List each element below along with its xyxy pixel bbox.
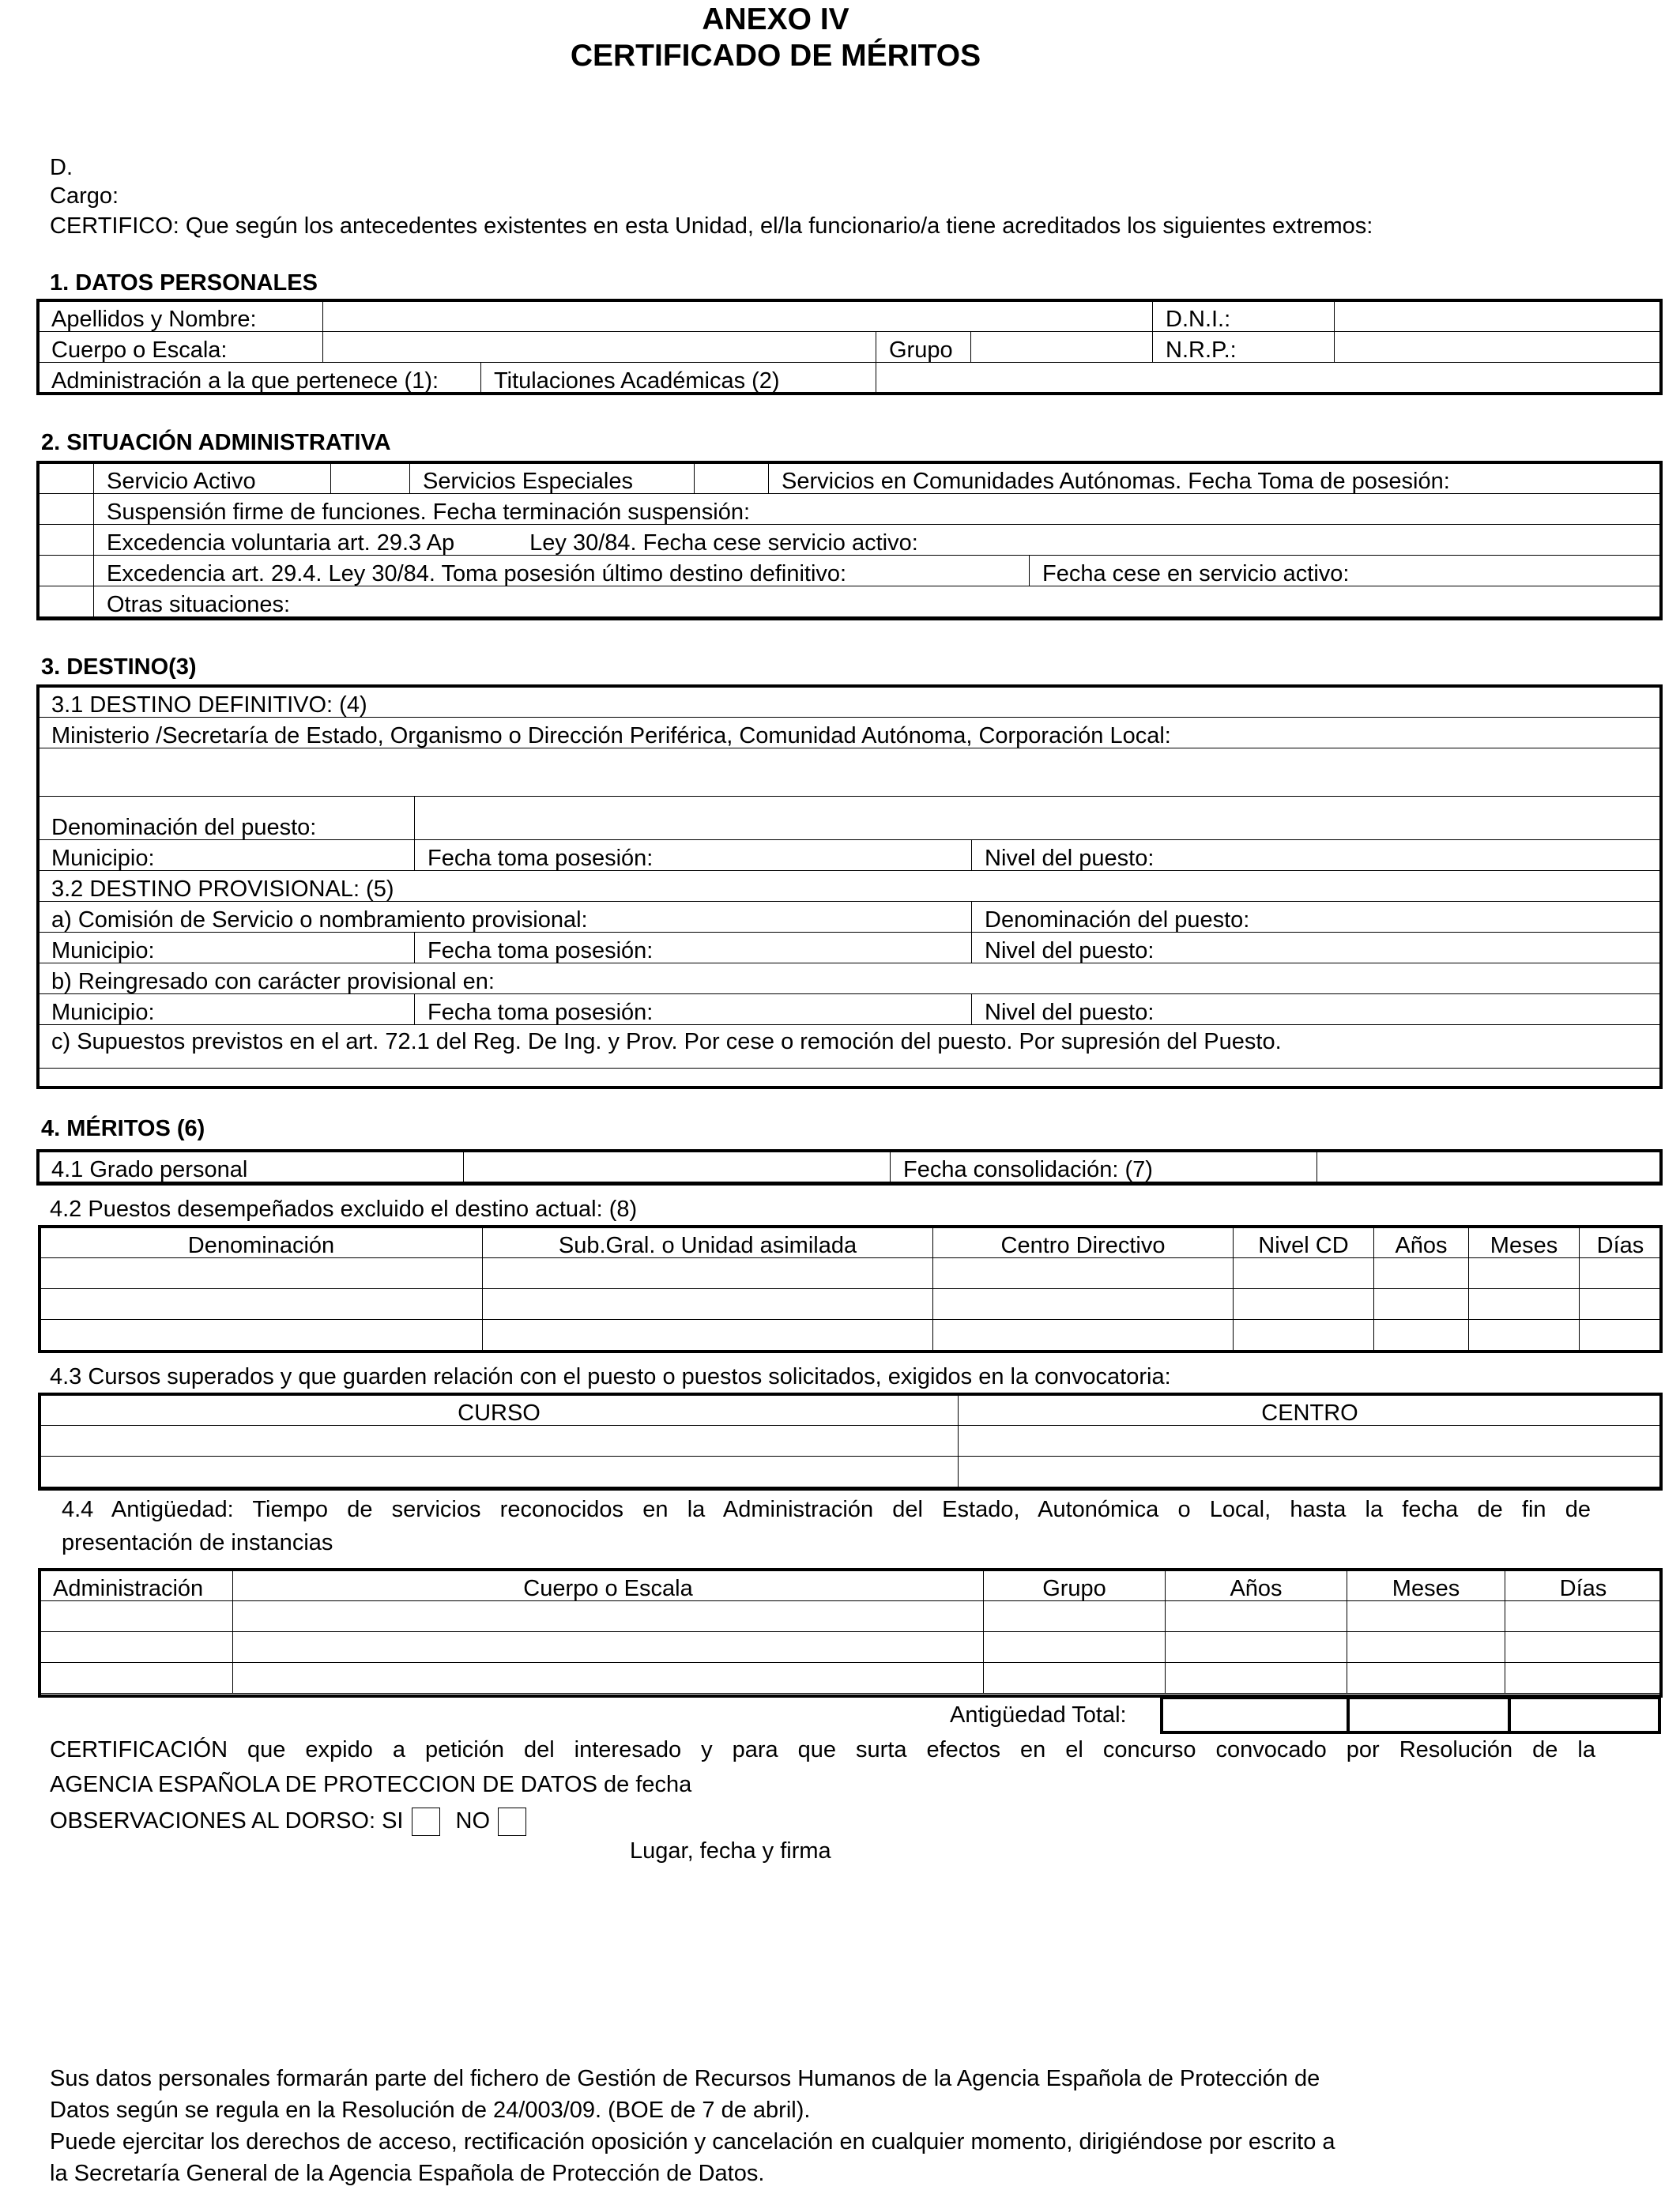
- puestos-cell[interactable]: [1469, 1258, 1580, 1289]
- municipio-label-3: Municipio:: [39, 994, 415, 1025]
- administracion-label: Administración a la que pertenece (1):: [39, 363, 481, 394]
- dni-label: D.N.I.:: [1153, 301, 1335, 332]
- observaciones-row: [50, 1805, 533, 1837]
- denominacion-label-2: Denominación del puesto:: [972, 902, 1662, 933]
- antiguedad-total-label: Antigüedad Total:: [950, 1702, 1127, 1728]
- certifico-text: CERTIFICO: Que según los antecedentes existentes en esta Unidad, el/la funcionario/a tiene acreditados los siguientes extremos:: [50, 213, 1373, 239]
- reingresado-label: b) Reingresado con carácter provisional en:: [39, 963, 1662, 994]
- antiguedad-cell[interactable]: [1166, 1632, 1347, 1663]
- puestos-cell[interactable]: [1469, 1289, 1580, 1320]
- puestos-cell[interactable]: [933, 1289, 1234, 1320]
- antiguedad-table: [40, 1570, 1662, 1694]
- comision-label: a) Comisión de Servicio o nombramiento provisional:: [39, 902, 972, 933]
- municipio-label-2: Municipio:: [39, 933, 415, 963]
- puestos-table: [40, 1227, 1662, 1351]
- ministerio-label: Ministerio /Secretaría de Estado, Organismo o Dirección Periférica, Comunidad Autónoma, Corporación Local:: [39, 718, 1662, 748]
- supuestos-label: c) Supuestos previstos en el art. 72.1 del Reg. De Ing. y Prov. Por cese o remoción del puesto. Por supresión del Puesto.: [39, 1025, 1662, 1069]
- antiguedad-header-meses: Meses: [1347, 1570, 1505, 1601]
- puestos-cell[interactable]: [1234, 1320, 1374, 1351]
- denominacion-label: Denominación del puesto:: [39, 797, 415, 840]
- destino-provisional-label: 3.2 DESTINO PROVISIONAL: (5): [39, 871, 1662, 902]
- antiguedad-cell[interactable]: [233, 1663, 984, 1694]
- puestos-row: [40, 1320, 1662, 1351]
- antiguedad-cell[interactable]: [40, 1632, 233, 1663]
- antiguedad-cell[interactable]: [1166, 1663, 1347, 1694]
- datos-personales-table: [38, 300, 1662, 394]
- puestos-header-meses: Meses: [1469, 1227, 1580, 1258]
- situacion-table: [38, 462, 1662, 617]
- cursos-cell[interactable]: [959, 1457, 1662, 1487]
- antiguedad-row: [40, 1632, 1662, 1663]
- antiguedad-header-anos: Años: [1166, 1570, 1347, 1601]
- titulaciones-field[interactable]: [876, 363, 1662, 394]
- puestos-cell[interactable]: [483, 1258, 933, 1289]
- denominacion-field[interactable]: [415, 797, 1662, 840]
- puestos-cell[interactable]: [1374, 1289, 1469, 1320]
- antiguedad-cell[interactable]: [40, 1601, 233, 1632]
- cursos-header-curso: CURSO: [40, 1395, 959, 1426]
- puestos-cell[interactable]: [1374, 1258, 1469, 1289]
- dni-field[interactable]: [1335, 301, 1662, 332]
- excedencia-voluntaria-label: [94, 525, 1662, 556]
- cargo-label: Cargo:: [50, 183, 119, 209]
- puestos-header-denominacion: Denominación: [40, 1227, 483, 1258]
- section-4-title: 4. MÉRITOS (6): [41, 1116, 205, 1141]
- puestos-row: [40, 1258, 1662, 1289]
- cursos-label: 4.3 Cursos superados y que guarden relación con el puesto o puestos solicitados, exigidos en la convocatoria:: [50, 1364, 1171, 1389]
- antiguedad-cell[interactable]: [984, 1663, 1166, 1694]
- antiguedad-text-1: 4.4 Antigüedad: Tiempo de servicios reconocidos en la Administración del Estado, Autonómica o Local, hasta la fecha de fin de: [62, 1497, 1591, 1522]
- antiguedad-cell[interactable]: [233, 1632, 984, 1663]
- cursos-cell[interactable]: [40, 1426, 959, 1457]
- comunidades-check[interactable]: [695, 463, 769, 494]
- document-title: CERTIFICADO DE MÉRITOS: [570, 39, 981, 73]
- antiguedad-cell[interactable]: [1347, 1632, 1505, 1663]
- excedencia-voluntaria-ley: Ley 30/84. Fecha cese servicio activo:: [529, 530, 918, 556]
- antiguedad-header-administracion: Administración: [40, 1570, 233, 1601]
- privacy-text-1: Sus datos personales formarán parte del fichero de Gestión de Recursos Humanos de la Agencia Española de Protección de: [50, 2066, 1320, 2091]
- antiguedad-cell[interactable]: [1505, 1601, 1662, 1632]
- antiguedad-total-meses[interactable]: [1350, 1699, 1511, 1731]
- cursos-row: [40, 1426, 1662, 1457]
- no-label: NO: [455, 1808, 490, 1834]
- puestos-cell[interactable]: [40, 1320, 483, 1351]
- nivel-label-1: Nivel del puesto:: [972, 840, 1662, 871]
- grupo-field[interactable]: [971, 332, 1153, 363]
- servicios-especiales-label: Servicios Especiales: [410, 463, 695, 494]
- destino-table: [38, 686, 1662, 1069]
- fecha-toma-label-3: Fecha toma posesión:: [415, 994, 972, 1025]
- antiguedad-total-anos[interactable]: [1163, 1699, 1350, 1731]
- suspension-check[interactable]: [39, 494, 94, 525]
- lugar-fecha-firma: Lugar, fecha y firma: [630, 1838, 831, 1864]
- antiguedad-cell[interactable]: [1505, 1663, 1662, 1694]
- antiguedad-cell[interactable]: [1166, 1601, 1347, 1632]
- cuerpo-label: Cuerpo o Escala:: [39, 332, 323, 363]
- fecha-consolidacion-field[interactable]: [1317, 1152, 1662, 1182]
- nivel-label-2: Nivel del puesto:: [972, 933, 1662, 963]
- puestos-cell[interactable]: [933, 1258, 1234, 1289]
- ministerio-field[interactable]: [39, 748, 1662, 797]
- municipio-label-1: Municipio:: [39, 840, 415, 871]
- nrp-label: N.R.P.:: [1153, 332, 1335, 363]
- antiguedad-total-boxes: [1160, 1696, 1661, 1734]
- antiguedad-cell[interactable]: [1347, 1663, 1505, 1694]
- grado-table: [38, 1151, 1662, 1182]
- apellidos-field[interactable]: [323, 301, 1153, 332]
- cuerpo-field[interactable]: [323, 332, 876, 363]
- nivel-label-3: Nivel del puesto:: [972, 994, 1662, 1025]
- puestos-cell[interactable]: [483, 1320, 933, 1351]
- antiguedad-cell[interactable]: [40, 1663, 233, 1694]
- antiguedad-total-dias[interactable]: [1511, 1699, 1658, 1731]
- puestos-header-subgral: Sub.Gral. o Unidad asimilada: [483, 1227, 933, 1258]
- excedencia-294-label: Excedencia art. 29.4. Ley 30/84. Toma posesión último destino definitivo:: [94, 556, 1030, 586]
- puestos-row: [40, 1289, 1662, 1320]
- servicios-especiales-check[interactable]: [331, 463, 410, 494]
- antiguedad-header-cuerpo: Cuerpo o Escala: [233, 1570, 984, 1601]
- fecha-toma-label-2: Fecha toma posesión:: [415, 933, 972, 963]
- puestos-label: 4.2 Puestos desempeñados excluido el destino actual: (8): [50, 1197, 638, 1222]
- puestos-cell[interactable]: [1234, 1258, 1374, 1289]
- antiguedad-cell[interactable]: [984, 1601, 1166, 1632]
- privacy-text-3: Puede ejercitar los derechos de acceso, rectificación oposición y cancelación en cualquier momento, dirigiéndose por escrito a: [50, 2129, 1335, 2154]
- puestos-cell[interactable]: [1580, 1320, 1662, 1351]
- cursos-row: [40, 1457, 1662, 1487]
- puestos-cell[interactable]: [1374, 1320, 1469, 1351]
- grupo-label: Grupo: [876, 332, 971, 363]
- puestos-cell[interactable]: [40, 1258, 483, 1289]
- suspension-label: Suspensión firme de funciones. Fecha terminación suspensión:: [94, 494, 1662, 525]
- grado-label: 4.1 Grado personal: [39, 1152, 464, 1182]
- observaciones-label: OBSERVACIONES AL DORSO: SI: [50, 1808, 404, 1834]
- cursos-cell[interactable]: [959, 1426, 1662, 1457]
- privacy-text-4: la Secretaría General de la Agencia Española de Protección de Datos.: [50, 2161, 765, 2186]
- antiguedad-row: [40, 1601, 1662, 1632]
- fecha-consolidacion-label: Fecha consolidación: (7): [891, 1152, 1317, 1182]
- titulaciones-label: Titulaciones Académicas (2): [481, 363, 876, 394]
- fecha-cese-label: Fecha cese en servicio activo:: [1030, 556, 1662, 586]
- section-2-title: 2. SITUACIÓN ADMINISTRATIVA: [41, 430, 391, 455]
- antiguedad-header-grupo: Grupo: [984, 1570, 1166, 1601]
- puestos-cell[interactable]: [1580, 1258, 1662, 1289]
- servicio-activo-label: Servicio Activo: [94, 463, 331, 494]
- apellidos-label: Apellidos y Nombre:: [39, 301, 323, 332]
- antiguedad-text-2: presentación de instancias: [62, 1530, 333, 1555]
- antiguedad-header-dias: Días: [1505, 1570, 1662, 1601]
- puestos-header-centro: Centro Directivo: [933, 1227, 1234, 1258]
- servicio-activo-check[interactable]: [39, 463, 94, 494]
- puestos-cell[interactable]: [1469, 1320, 1580, 1351]
- puestos-cell[interactable]: [1234, 1289, 1374, 1320]
- puestos-header-anos: Años: [1374, 1227, 1469, 1258]
- no-checkbox[interactable]: [498, 1808, 526, 1836]
- destino-definitivo-label: 3.1 DESTINO DEFINITIVO: (4): [39, 687, 1662, 718]
- otras-label: Otras situaciones:: [94, 586, 1662, 617]
- excedencia-294-check[interactable]: [39, 556, 94, 586]
- antiguedad-cell[interactable]: [984, 1632, 1166, 1663]
- cursos-header-centro: CENTRO: [959, 1395, 1662, 1426]
- antiguedad-cell[interactable]: [233, 1601, 984, 1632]
- certificacion-text-2: AGENCIA ESPAÑOLA DE PROTECCION DE DATOS de fecha: [50, 1772, 692, 1797]
- puestos-cell[interactable]: [483, 1289, 933, 1320]
- grado-field[interactable]: [464, 1152, 891, 1182]
- annex-title: ANEXO IV: [702, 2, 849, 36]
- comunidades-label: Servicios en Comunidades Autónomas. Fecha Toma de posesión:: [769, 463, 1662, 494]
- puestos-header-nivel: Nivel CD: [1234, 1227, 1374, 1258]
- cursos-cell[interactable]: [40, 1457, 959, 1487]
- d-label: D.: [50, 155, 73, 180]
- excedencia-voluntaria-text: Excedencia voluntaria art. 29.3 Ap: [107, 530, 455, 556]
- excedencia-voluntaria-check[interactable]: [39, 525, 94, 556]
- section-3-title: 3. DESTINO(3): [41, 654, 197, 680]
- nrp-field[interactable]: [1335, 332, 1662, 363]
- antiguedad-cell[interactable]: [1505, 1632, 1662, 1663]
- si-checkbox[interactable]: [412, 1808, 440, 1836]
- puestos-cell[interactable]: [1580, 1289, 1662, 1320]
- puestos-header-dias: Días: [1580, 1227, 1662, 1258]
- puestos-cell[interactable]: [933, 1320, 1234, 1351]
- cursos-table: [40, 1394, 1662, 1487]
- certificacion-text-1: CERTIFICACIÓN que expido a petición del interesado y para que surta efectos en el concurso convocado por Resolución de la: [50, 1737, 1595, 1762]
- puestos-cell[interactable]: [40, 1289, 483, 1320]
- privacy-text-2: Datos según se regula en la Resolución de 24/003/09. (BOE de 7 de abril).: [50, 2098, 811, 2123]
- section-1-title: 1. DATOS PERSONALES: [50, 270, 318, 296]
- antiguedad-row: [40, 1663, 1662, 1694]
- fecha-toma-label-1: Fecha toma posesión:: [415, 840, 972, 871]
- otras-check[interactable]: [39, 586, 94, 617]
- antiguedad-cell[interactable]: [1347, 1601, 1505, 1632]
